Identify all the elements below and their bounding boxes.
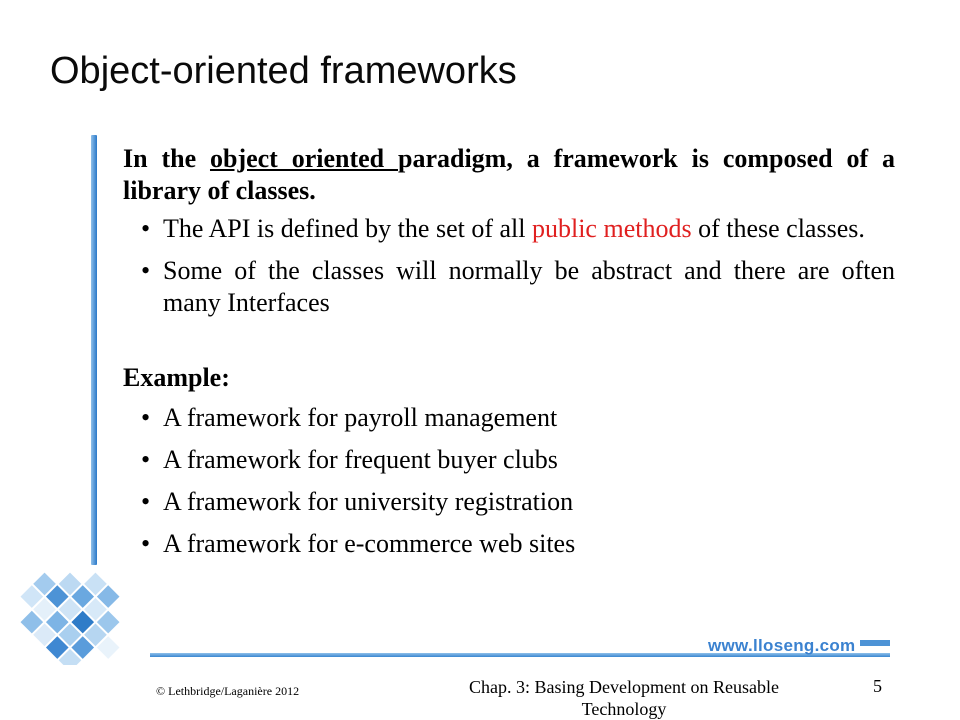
footer-copyright: © Lethbridge/Laganière 2012 (156, 684, 300, 698)
slide-title: Object-oriented frameworks (50, 50, 517, 92)
page-number: 5 (873, 676, 882, 696)
bullet-icon: • (141, 214, 151, 243)
list-item: • The API is defined by the set of all public methods of these classes. (141, 214, 865, 243)
bullet-icon: • (141, 256, 151, 285)
definition-bullets (123, 213, 895, 319)
list-item: • A framework for university registration (141, 487, 574, 516)
intro-paragraph: In the object oriented paradigm, a framework is composed of a library of classes. (123, 144, 895, 205)
bullet-icon: • (141, 445, 151, 474)
footer-chapter: Chap. 3: Basing Development on Reusable Technology (469, 677, 779, 719)
list-item: • A framework for e-commerce web sites (141, 529, 576, 558)
list-item: • Some of the classes will normally be abstract and there are often many Interfaces (141, 256, 895, 317)
accent-bar-tab (860, 640, 890, 646)
bullet-icon: • (141, 403, 151, 432)
mosaic-logo-icon (10, 555, 140, 665)
example-heading: Example: (123, 363, 230, 392)
website-label: www.lloseng.com (708, 636, 856, 655)
list-item: • A framework for frequent buyer clubs (141, 445, 558, 474)
highlighted-term: public methods (531, 214, 692, 243)
underlined-term: object oriented (209, 144, 398, 173)
bullet-icon: • (141, 487, 151, 516)
vertical-accent-bar (91, 135, 97, 565)
list-item: • A framework for payroll management (141, 403, 558, 432)
example-bullets (123, 402, 895, 560)
slide-body (123, 143, 895, 570)
bullet-icon: • (141, 529, 151, 558)
